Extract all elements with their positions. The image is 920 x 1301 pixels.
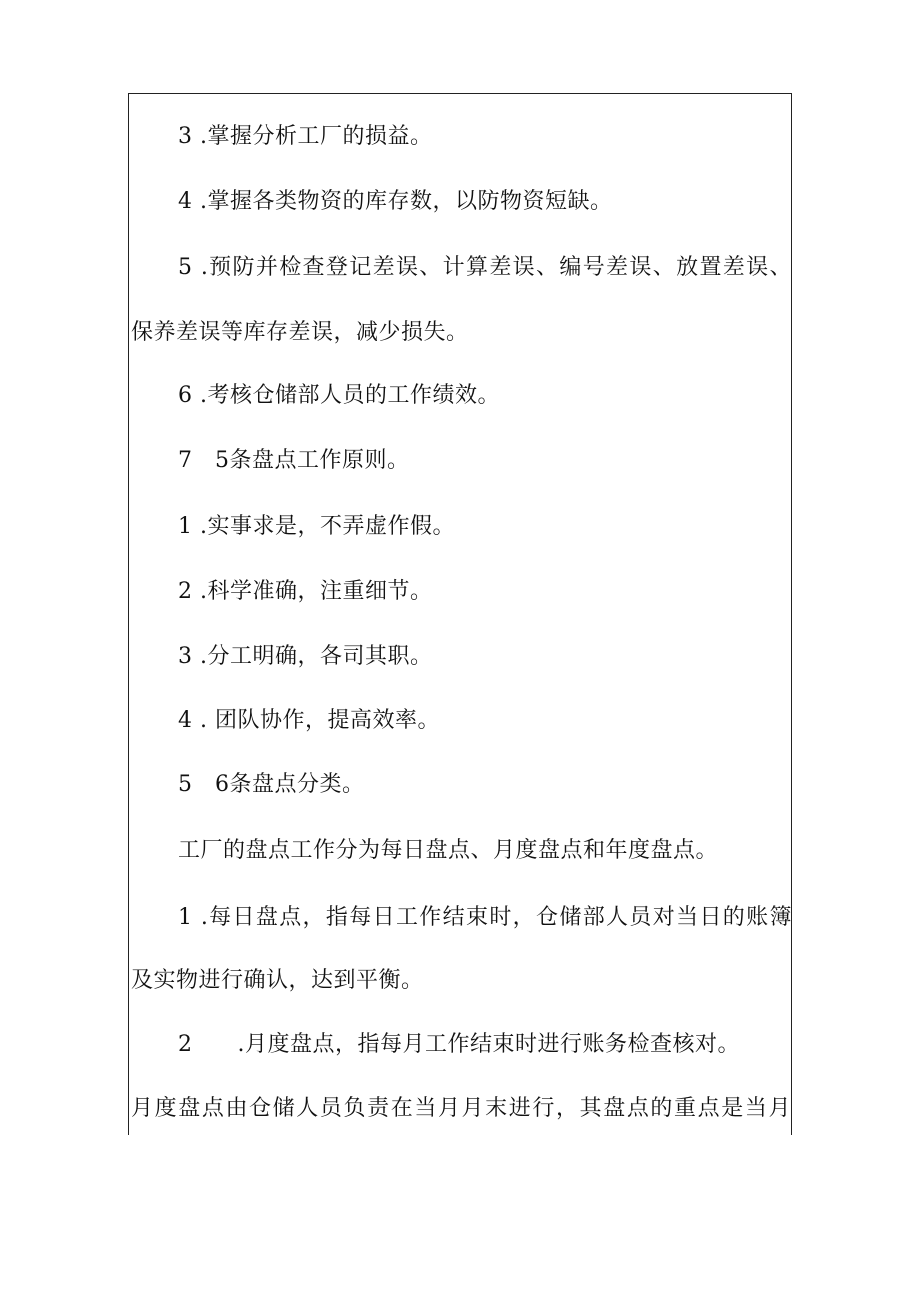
text-line: 4 . 团队协作，提高效率。	[178, 708, 440, 733]
text-line: 1 .实事求是，不弄虚作假。	[178, 514, 455, 539]
text-line: 4 .掌握各类物资的库存数，以防物资短缺。	[178, 189, 613, 214]
text-line: 2 .科学准确，注重细节。	[178, 579, 433, 604]
text-line: 5 .预防并检查登记差误、计算差误、编号差误、放置差误、	[178, 255, 792, 280]
text-line: 7 5条盘点工作原则。	[178, 448, 410, 473]
text-line: 6 .考核仓储部人员的工作绩效。	[178, 383, 500, 408]
text-line: 3 .掌握分析工厂的损益。	[178, 124, 433, 149]
text-line: 及实物进行确认，达到平衡。	[131, 968, 424, 993]
text-line: 3 .分工明确，各司其职。	[178, 644, 433, 669]
text-line: 工厂的盘点工作分为每日盘点、月度盘点和年度盘点。	[178, 838, 719, 863]
text-line: 2 .月度盘点，指每月工作结束时进行账务检查核对。	[178, 1032, 740, 1057]
text-line: 保养差误等库存差误，减少损失。	[131, 320, 469, 345]
text-line: 5 6条盘点分类。	[178, 772, 365, 797]
text-line: 月度盘点由仓储人员负责在当月月末进行，其盘点的重点是当月	[131, 1096, 791, 1121]
text-line: 1 .每日盘点，指每日工作结束时，仓储部人员对当日的账簿	[178, 905, 792, 930]
